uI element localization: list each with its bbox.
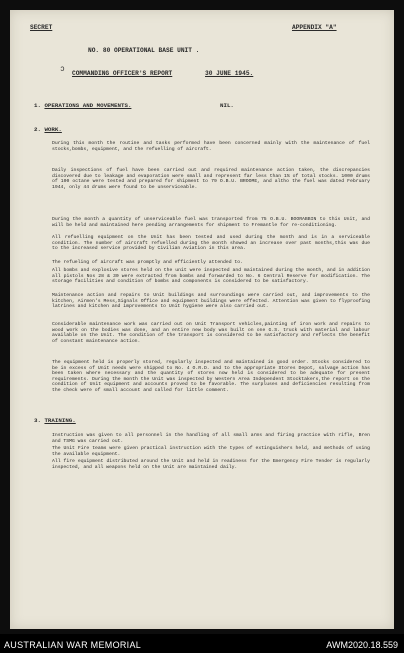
classification: SECRET	[30, 24, 53, 31]
archive-id: AWM2020.18.559	[326, 640, 398, 650]
section-3-title: TRAINING.	[44, 417, 76, 424]
report-date: 30 JUNE 1945.	[205, 70, 254, 77]
handwritten-mark: ↄ	[60, 65, 65, 74]
archive-name: AUSTRALIAN WAR MEMORIAL	[4, 640, 142, 650]
work-paragraph-8: Considerable maintenance work was carried out on Unit Transport vehicles,painting of iron work and repairs to wood work on the bodies was done, and an entire new body was built on one G.S. truck with material and labour available on the Unit. The condition of the transport is considered to be satisfactory and reflects the benefit of constant maintenance action.	[52, 322, 370, 344]
work-paragraph-9: The equipment held is properly stored, regularly inspected and maintained in good order. Stocks considered to be in excess of Unit needs were shipped to No. 4 O.R.D. and to the appropriate Stores Depot, salvage action has been taken where necessary and the quantity of stores now held is considered to be adequate for present requirements. During the month the Unit was inspected by Western Area Independent Stocktakers,the report on the condition of Unit equipment and accounts proved to be favorable. The surpluses and deficiencies resulting from the check were of small account and called for little comment.	[52, 360, 370, 393]
work-paragraph-7: Maintenance action and repairs to Unit buildings and surroundings were carried out, and improvements to the kitchen, Airmen's Mess,Signals Office and equipment buildings were effected. Attention was given to flyproofing latrines and kitchen and improvements to Unit hygiene were also carried out.	[52, 293, 370, 310]
training-paragraph-3: All fire equipment distributed around the Unit and held in readiness for the Emergency Fire Tender is regularly inspected, and all weapons held on the Unit are maintained daily.	[52, 459, 370, 470]
work-paragraph-2: Daily inspections of fuel have been carried out and required maintenance action taken, the discrepancies discovered due to leakage and evaporation were small and represent far less than 1% of total stocks. 1000 drums of 100 octane were tested and prepared for shipment to 79 O.B.U. BROOME, and altho the fuel was dated February 1944, only 44 drums were found to be unserviceable.	[52, 168, 370, 190]
section-1-value: NIL.	[220, 102, 234, 109]
work-paragraph-1: During this month the routine and tasks performed have been concerned mainly with the maintenance of fuel stocks,bombs, equipment, and the refuelling of aircraft.	[52, 141, 370, 152]
work-paragraph-3: During the month a quantity of unserviceable fuel was transported from 75 O.B.U. BOORABBIN to this Unit, and will be held and maintained here pending arrangements for shipment to Fremantle for re-conditioning.	[52, 217, 370, 228]
document-page	[10, 10, 394, 629]
work-paragraph-4: All refuelling equipment on the Unit has been tested and used during the month and is in a serviceable condition. The number of aircraft refuelled during the month showed an increase over past months,this was due to the increased service provided by Civilian Aviation in this area.	[52, 235, 370, 252]
training-paragraph-2: The Unit Fire teams were given practical instruction with the types of extinguishers held, and methods of using the available equipment.	[52, 446, 370, 457]
archive-footer	[0, 634, 404, 653]
appendix-label: APPENDIX "A"	[292, 24, 337, 31]
section-1: 1. OPERATIONS AND MOVEMENTS.	[34, 102, 132, 109]
work-paragraph-6: All bombs and explosive stores held on the unit were inspected and maintained during the month, and in addition all pistols Nos 28 & 30 were extracted from bombs and forwarded to No. 6 Central Reserve for modification. The storage facilities and condition of bombs and components is considered to be satisfactory.	[52, 268, 370, 285]
training-paragraph-1: Instruction was given to all personnel in the handling of all small arms and firing practice with rifle, Bren and TSMG was carried out.	[52, 433, 370, 444]
work-paragraph-5: The refueling of aircraft was promptly and efficiently attended to.	[52, 260, 243, 265]
section-2: 2. WORK.	[34, 126, 62, 133]
section-2-title: WORK.	[44, 126, 62, 133]
section-3: 3. TRAINING.	[34, 417, 76, 424]
unit-title: NO. 80 OPERATIONAL BASE UNIT .	[88, 47, 200, 54]
section-1-title: OPERATIONS AND MOVEMENTS.	[44, 102, 132, 109]
report-title: COMMANDING OFFICER'S REPORT	[72, 70, 173, 77]
